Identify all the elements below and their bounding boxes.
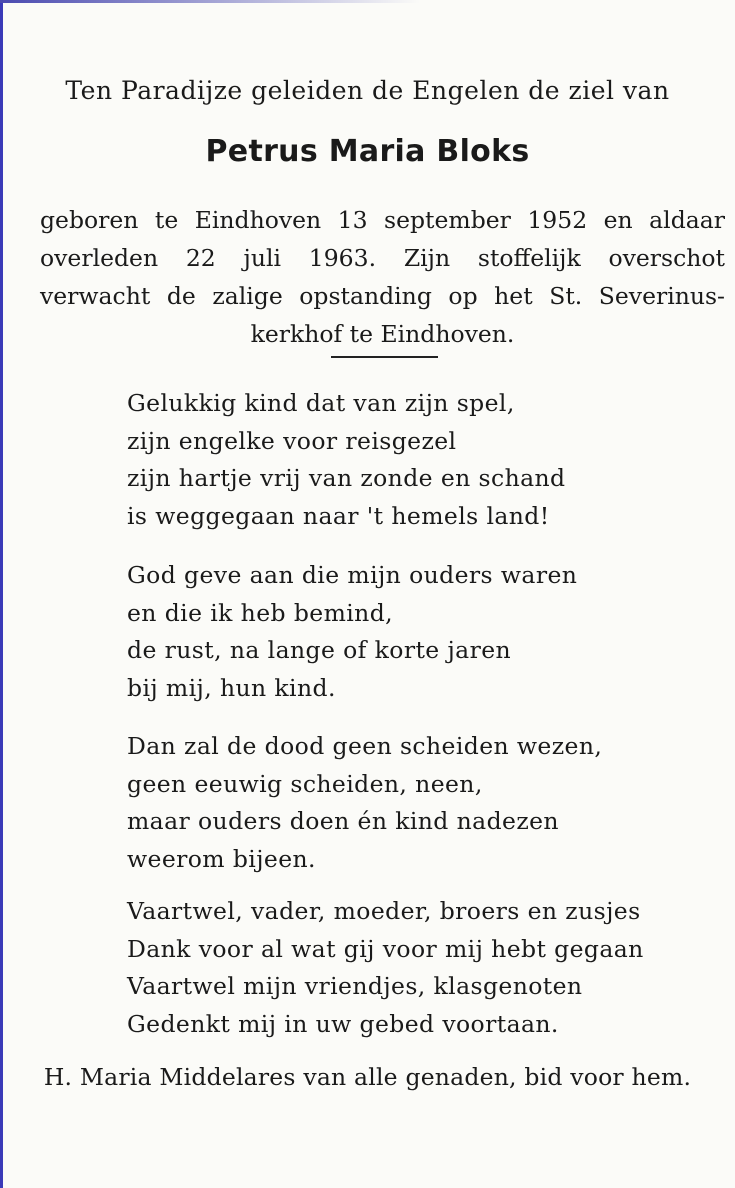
poem-line: maar ouders doen én kind nadezen — [127, 807, 559, 835]
poem-line: Gedenkt mij in uw gebed voortaan. — [127, 1009, 559, 1038]
bio-line: kerkhof te Eindhoven. — [250, 320, 515, 348]
poem-stanza-2 — [127, 557, 687, 707]
closing-prayer: H. Maria Middelares van alle genaden, bid voor hem. — [43, 1063, 692, 1091]
bio-line: verwacht de zalige opstanding op het St. Severinus- — [40, 282, 725, 310]
poem-line: geen eeuwig scheiden, neen, — [127, 769, 483, 798]
divider-rule — [331, 356, 438, 358]
poem-line: zijn engelke voor reisgezel — [127, 426, 457, 455]
bio-line: overleden 22 juli 1963. Zijn stoffelijk overschot — [40, 244, 725, 272]
poem-stanza-4 — [127, 893, 687, 1043]
poem-line: God geve aan die mijn ouders waren — [127, 561, 578, 589]
intro-text: Ten Paradijze geleiden de Engelen de ziel van — [65, 76, 670, 105]
bio-line: geboren te Eindhoven 13 september 1952 en aldaar — [40, 206, 725, 234]
deceased-name: Petrus Maria Bloks — [205, 134, 530, 169]
poem-stanza-1 — [127, 385, 687, 535]
biography — [40, 201, 725, 353]
poem-line: de rust, na lange of korte jaren — [127, 636, 512, 664]
poem-stanza-3 — [127, 728, 687, 878]
poem-line: Gelukkig kind dat van zijn spel, — [127, 389, 515, 417]
poem-line: Vaartwel, vader, moeder, broers en zusjes — [127, 897, 641, 925]
poem-line: is weggegaan naar 't hemels land! — [127, 501, 550, 530]
poem-line: zijn hartje vrij van zonde en schand — [127, 464, 566, 492]
poem-line: Dank voor al wat gij voor mij hebt gegaan — [127, 934, 644, 963]
poem-line: bij mij, hun kind. — [127, 673, 336, 702]
poem-line: en die ik heb bemind, — [127, 598, 394, 627]
poem-line: Vaartwel mijn vriendjes, klasgenoten — [127, 972, 583, 1000]
poem-line: Dan zal de dood geen scheiden wezen, — [127, 732, 603, 760]
poem-line: weerom bijeen. — [127, 844, 316, 873]
